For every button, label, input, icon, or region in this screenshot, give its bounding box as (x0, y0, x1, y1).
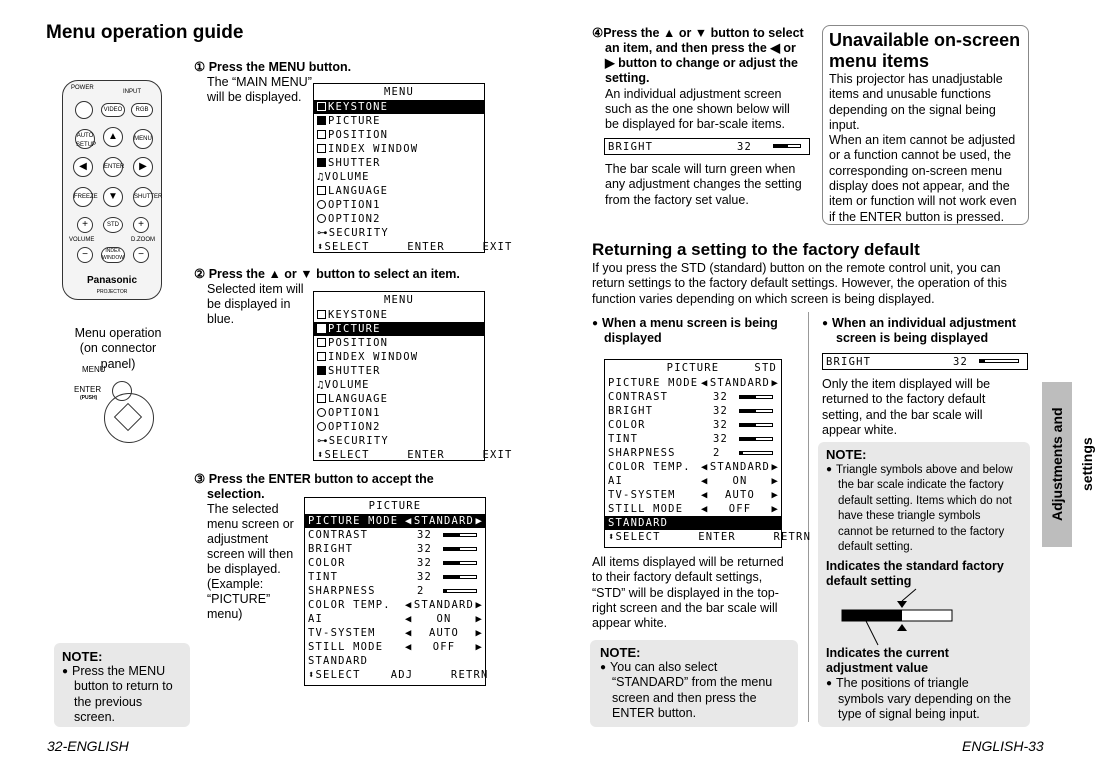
picture-row: SHARPNESS 2 (305, 584, 485, 598)
page-number-left: 32-ENGLISH (47, 738, 129, 754)
remote-model: PROJECTOR (96, 289, 128, 295)
enter-button-icon: ENTER (103, 157, 123, 177)
picture-row: COLOR 32 (305, 556, 485, 570)
page-title: Menu operation guide (46, 22, 244, 43)
left-arrow-button-icon: ◀ (73, 157, 93, 177)
connector-panel-illustration (74, 365, 164, 445)
bar-fill (842, 610, 902, 621)
step3: ③ Press the ENTER button to accept the selection. The selected menu screen or adjustment screen will then be displayed. (Example: “PICTURE” menu) (194, 472, 434, 621)
left-triangle-icon: ◀ (405, 613, 413, 625)
panel-push-label: (PUSH) (80, 395, 98, 401)
right-triangle-icon: ▶ (771, 489, 779, 501)
shutter-icon (317, 366, 326, 375)
menu-title: MENU (383, 86, 415, 98)
menu-title: MENU (383, 294, 415, 306)
right-triangle-icon: ▶ (475, 641, 483, 653)
note-box-std: NOTE: ● You can also select “STANDARD” from the menu screen and then press the ENTER button. (590, 640, 798, 727)
remote-power-label: POWER (71, 85, 94, 91)
option1-icon (317, 200, 326, 209)
adjust-screen-heading: ● When an individual adjustment screen is being displayed (822, 316, 1016, 346)
menu-item-keystone: KEYSTONE (314, 308, 484, 322)
left-triangle-icon: ◀ (405, 627, 413, 639)
up-arrow-button-icon: ▲ (103, 127, 123, 147)
menu-item-keystone: KEYSTONE (314, 100, 484, 114)
updown-icon: ⬍ (608, 531, 616, 543)
left-triangle-icon: ◀ (405, 515, 413, 527)
updown-icon: ⬍ (317, 241, 325, 253)
left-triangle-icon: ◀ (701, 489, 709, 501)
bar-scale (739, 409, 773, 413)
auto-setup-button-icon: AUTO SETUP (75, 129, 95, 149)
note-title: NOTE: (826, 447, 867, 462)
panel-enter-label: ENTER (74, 385, 102, 394)
column-divider (808, 312, 809, 722)
picture-menu-title: PICTURE (368, 500, 422, 512)
menu-item-shutter: SHUTTER (314, 156, 484, 170)
updown-icon: ⬍ (317, 449, 325, 461)
picture-menu-footer: ⬍SELECT ENTER RETRN (608, 531, 812, 543)
left-triangle-icon: ◀ (701, 475, 709, 487)
picture-menu-title: PICTURE STD (666, 362, 777, 374)
unavailable-items-box (822, 25, 1029, 225)
menu-item-index-window: INDEX WINDOW (314, 350, 484, 364)
remote-brand: Panasonic (86, 275, 138, 286)
picture-row: AI ON ◀ ▶ (308, 613, 483, 625)
dzoom-plus-icon: + (133, 217, 149, 233)
right-triangle-icon: ▶ (771, 475, 779, 487)
picture-row: TV-SYSTEM AUTO ◀ ▶ (308, 627, 483, 639)
picture-menu-footer: ⬍SELECT ADJ RETRN (308, 669, 489, 681)
triangle-position-text: ● The positions of triangle symbols vary depending on the type of signal being input. (826, 676, 1022, 722)
bar-scale (443, 589, 477, 593)
dzoom-minus-icon: − (133, 247, 149, 263)
menu-item-position: POSITION (314, 128, 484, 142)
freeze-button-icon: FREEZE (73, 187, 93, 207)
picture-row: CONTRAST 32 (305, 528, 485, 542)
picture-row: COLOR 32 (605, 418, 781, 432)
menu-footer: ⬍SELECT ENTER EXIT (317, 241, 513, 253)
bar-scale-diagram (826, 589, 1026, 645)
video-button-icon: VIDEO (101, 103, 125, 117)
picture-row: BRIGHT 32 (305, 542, 485, 556)
volume-icon: ♫ (317, 171, 325, 183)
adjust-screen-text: Only the item displayed will be returned to the factory default setting, and the bar scale will appear white. (822, 377, 991, 437)
note-title: NOTE: (600, 645, 641, 660)
picture-row: PICTURE MODE STANDARD ◀ ▶ (305, 514, 485, 528)
indicator-current-label: Indicates the current adjustment value (826, 646, 949, 676)
picture-row: TINT 32 (605, 432, 781, 446)
remote-input-label: INPUT (123, 89, 141, 95)
factory-default-text: If you press the STD (standard) button on the remote control unit, you can return settings to the factory default settings. However, the operation of this function varies depending on which screen is being displayed. (592, 261, 1007, 306)
note-box-left: NOTE: ● Press the MENU button to return to the previous screen. (54, 643, 190, 727)
option2-icon (317, 422, 326, 431)
menu-item-security: ⊶SECURITY (317, 435, 389, 447)
position-icon (317, 130, 326, 139)
picture-row: AI ON ◀ ▶ (608, 475, 779, 487)
page-number-right: ENGLISH-33 (962, 738, 1044, 754)
bar-scale (739, 395, 773, 399)
bar-scale (443, 575, 477, 579)
language-icon (317, 186, 326, 195)
right-triangle-icon: ▶ (475, 613, 483, 625)
key-icon: ⊶ (317, 435, 329, 447)
menu-item-volume: ♫VOLUME (317, 171, 370, 183)
pointer-line-top (902, 589, 916, 601)
right-triangle-icon: ▶ (771, 461, 779, 473)
rgb-button-icon: RGB (131, 103, 153, 117)
bar-scale (739, 423, 773, 427)
menu-item-language: LANGUAGE (314, 392, 484, 406)
panel-menu-label: MENU (82, 365, 106, 374)
menu-operation-caption: Menu operation (on connector panel) (74, 326, 162, 371)
left-triangle-icon: ◀ (701, 461, 709, 473)
picture-row: BRIGHT 32 (605, 404, 781, 418)
note-title: NOTE: (62, 649, 103, 664)
std-indicator: STD (754, 362, 777, 374)
menu-footer: ⬍SELECT ENTER EXIT (317, 449, 513, 461)
triangle-top-icon (897, 601, 907, 608)
triangle-note-text: ● Triangle symbols above and below the bar scale indicate the factory default setting. Items which do not have these triangle symbols cannot be returned to the factory default setting. (826, 462, 1022, 555)
step2: ② Press the ▲ or ▼ button to select an item. Selected item will be displayed in blue. (194, 267, 460, 326)
note-text: ● Press the MENU (62, 664, 182, 679)
picture-row: STANDARD (605, 516, 781, 530)
picture-row: STILL MODE OFF ◀ ▶ (608, 503, 779, 515)
triangle-bottom-icon (897, 624, 907, 631)
main-menu-screen-2 (313, 291, 513, 461)
bar-scale (443, 547, 477, 551)
factory-default-title: Returning a setting to the factory default (592, 240, 920, 259)
volume-plus-icon: + (77, 217, 93, 233)
volume-icon: ♫ (317, 379, 325, 391)
bar-note: The bar scale will turn green when any adjustment changes the setting from the factory set value. (605, 162, 802, 207)
option1-icon (317, 408, 326, 417)
bar-scale (739, 451, 773, 455)
updown-icon: ⬍ (308, 669, 316, 681)
right-triangle-icon: ▶ (771, 503, 779, 515)
bright-adjust-screen: BRIGHT 32 (604, 138, 810, 155)
menu-item-security: ⊶SECURITY (317, 227, 389, 239)
picture-row: CONTRAST 32 (605, 390, 781, 404)
bar-scale (443, 561, 477, 565)
menu-item-shutter: SHUTTER (314, 364, 484, 378)
option2-icon (317, 214, 326, 223)
position-icon (317, 338, 326, 347)
right-triangle-icon: ▶ (475, 515, 483, 527)
menu-item-option2: OPTION2 (314, 420, 484, 434)
menu-item-position: POSITION (314, 336, 484, 350)
left-triangle-icon: ◀ (701, 377, 709, 389)
index-window-button-icon: INDEX WINDOW (102, 248, 124, 261)
right-triangle-icon: ▶ (475, 599, 483, 611)
picture-row: STILL MODE OFF ◀ ▶ (308, 641, 483, 653)
down-arrow-button-icon: ▼ (103, 187, 123, 207)
menu-item-language: LANGUAGE (314, 184, 484, 198)
picture-menu-screen-1 (304, 497, 489, 686)
note-box-triangles (818, 442, 1030, 727)
right-arrow-button-icon: ▶ (133, 157, 153, 177)
picture-row: COLOR TEMP. STANDARD ◀ ▶ (608, 461, 779, 473)
menu-item-index-window: INDEX WINDOW (314, 142, 484, 156)
remote-volume-label: VOLUME (69, 237, 95, 243)
remote-dzoom-label: D.ZOOM (131, 237, 155, 243)
left-triangle-icon: ◀ (405, 599, 413, 611)
shutter-icon (317, 158, 326, 167)
bright-adjust-screen-std: BRIGHT 32 (822, 353, 1028, 370)
unavailable-text: This projector has unadjustable items and unusable functions depending on the signal being input. When an item cannot be adjusted or a function cannot be used, the corresponding on-screen menu display does not appear, and the item or function will not work even if the ENTER button is pressed. (829, 72, 1017, 224)
main-menu-screen-1 (313, 83, 513, 253)
menu-screen-text: All items displayed will be returned to their factory default settings, “STD” will be displayed in the top- right screen and the bar scale will appear white. (592, 555, 784, 631)
menu-item-picture: PICTURE (314, 114, 484, 128)
picture-row: COLOR TEMP. STANDARD ◀ ▶ (308, 599, 483, 611)
right-triangle-icon: ▶ (771, 377, 779, 389)
menu-item-picture: PICTURE (314, 322, 484, 336)
bright-bar-scale (773, 144, 801, 148)
key-icon: ⊶ (317, 227, 329, 239)
menu-screen-heading: ● When a menu screen is being displayed (592, 316, 778, 346)
std-button-icon: STD (103, 217, 123, 233)
index-window-icon (317, 352, 326, 361)
bar-scale (739, 437, 773, 441)
picture-row: PICTURE MODE STANDARD ◀ ▶ (608, 377, 779, 389)
step1: ① Press the MENU button. The “MAIN MENU” will be displayed. (194, 60, 352, 104)
volume-minus-icon: − (77, 247, 93, 263)
bar-scale (443, 533, 477, 537)
indicator-standard-label: Indicates the standard factory default setting (826, 559, 1004, 589)
picture-icon (317, 116, 326, 125)
menu-item-option1: OPTION1 (314, 406, 484, 420)
picture-row: STANDARD (308, 655, 369, 667)
picture-row: TV-SYSTEM AUTO ◀ ▶ (608, 489, 779, 501)
keystone-icon (317, 102, 326, 111)
bright-bar-scale-white (979, 359, 1019, 363)
unavailable-title: Unavailable on-screen menu items (829, 30, 1021, 71)
language-icon (317, 394, 326, 403)
keystone-icon (317, 310, 326, 319)
left-triangle-icon: ◀ (701, 503, 709, 515)
menu-item-option2: OPTION2 (314, 212, 484, 226)
picture-row: SHARPNESS 2 (605, 446, 781, 460)
picture-icon (317, 324, 326, 333)
left-triangle-icon: ◀ (405, 641, 413, 653)
index-window-icon (317, 144, 326, 153)
right-triangle-icon: ▶ (475, 627, 483, 639)
picture-row: TINT 32 (305, 570, 485, 584)
menu-item-option1: OPTION1 (314, 198, 484, 212)
menu-item-volume: ♫VOLUME (317, 379, 370, 391)
menu-button-icon: MENU (133, 129, 153, 149)
section-tab: Adjustments and settings (1042, 382, 1072, 547)
power-button-icon (75, 101, 93, 119)
remote-control-illustration (62, 80, 162, 300)
pointer-line-bottom (866, 621, 878, 645)
shutter-button-icon: SHUTTER (133, 187, 153, 207)
picture-menu-screen-std (604, 359, 812, 548)
step4: ④Press the ▲ or ▼ button to select an item, and then press the ◀ or ▶ button to change or adjust the setting. An individual adjustment screen such as the one shown below will be displayed for bar-scale items. (592, 26, 804, 131)
